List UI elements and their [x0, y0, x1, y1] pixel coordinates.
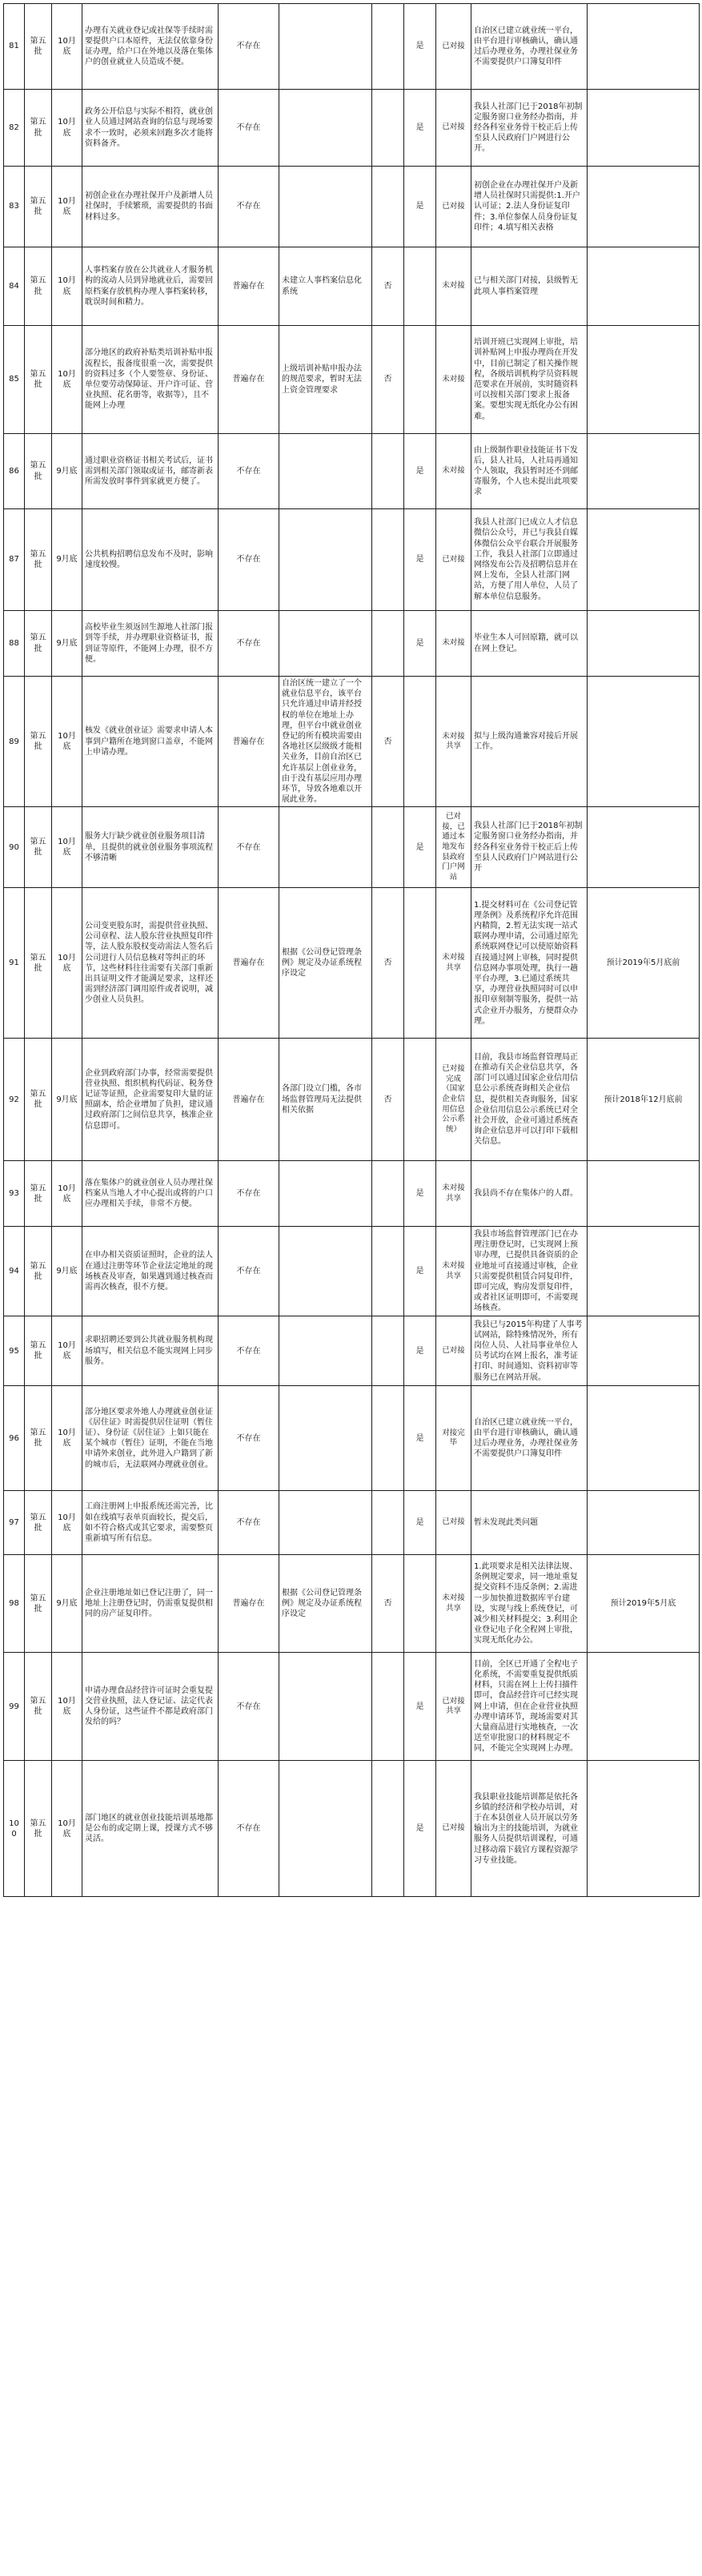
- problem-cell: 初创企业在办理社保开户及新增人员社保时，手续繁琐，需要提供的书面材料过多。: [82, 167, 219, 247]
- prevalence-cell: 不存在: [219, 1161, 279, 1227]
- ministry-cell: 否: [372, 247, 404, 326]
- ministry-cell: [372, 1761, 404, 1897]
- month-cell: 9月底: [52, 434, 82, 509]
- local-cell: 是: [404, 1161, 436, 1227]
- prevalence-cell: 不存在: [219, 1653, 279, 1761]
- local-cell: [404, 888, 436, 1039]
- batch-cell: 第五批: [25, 807, 52, 888]
- prevalence-cell: 不存在: [219, 434, 279, 509]
- ministry-cell: [372, 509, 404, 611]
- ministry-cell: 否: [372, 326, 404, 434]
- batch-cell: 第五批: [25, 677, 52, 807]
- deadline-cell: [588, 677, 700, 807]
- cause-cell: [279, 1491, 372, 1555]
- problem-cell: 在申办相关资质证照时，企业的法人在通过注册等环节企业法定地址的现场核查及审查，如果遇到通过核查而需再次核查，很不方便。: [82, 1227, 219, 1316]
- cause-cell: [279, 1653, 372, 1761]
- problem-cell: 人事档案存放在公共就业人才服务机构的流动人员到异地就业后，需要回原档案存放机构办理人事档案转移，耽误时间和精力。: [82, 247, 219, 326]
- deadline-cell: [588, 1227, 700, 1316]
- row-number-cell: 84: [4, 247, 25, 326]
- table-row: [4, 1761, 700, 1897]
- status-cell: 已对接: [436, 167, 471, 247]
- status-cell: 已对接: [436, 1316, 471, 1386]
- ministry-cell: [372, 1653, 404, 1761]
- status-cell: 已对接: [436, 4, 471, 90]
- status-cell: 已对接，已通过本地发布县政府门户网站: [436, 807, 471, 888]
- problem-cell: 落在集体户的就业创业人员办理社保档案从当地人才中心提出或将的户口应办理相关手续，非常不方便。: [82, 1161, 219, 1227]
- prevalence-cell: 普遍存在: [219, 888, 279, 1039]
- progress-cell: 我县职业技能培训都是依托各乡镇的经济和学校办培训，对于在本县创业人员开展以劳务输出为主的技能培训，为就业服务人员提供培训课程，可通过移动端下载官方课程资源学习专业技能。: [471, 1761, 588, 1897]
- status-cell: 已对接共享: [436, 1653, 471, 1761]
- progress-cell: 暂未发现此类问题: [471, 1491, 588, 1555]
- local-cell: 是: [404, 1653, 436, 1761]
- table-row: [4, 677, 700, 807]
- month-cell: 10月底: [52, 1491, 82, 1555]
- status-cell: 已对接: [436, 1491, 471, 1555]
- local-cell: [404, 326, 436, 434]
- row-number-cell: 94: [4, 1227, 25, 1316]
- local-cell: 是: [404, 1227, 436, 1316]
- status-cell: 未对接共享: [436, 888, 471, 1039]
- batch-cell: 第五批: [25, 1491, 52, 1555]
- row-number-cell: 89: [4, 677, 25, 807]
- status-cell: 未对接共享: [436, 1227, 471, 1316]
- progress-cell: 已与相关部门对接，县级暂无此项人事档案管理: [471, 247, 588, 326]
- table-row: [4, 1039, 700, 1161]
- local-cell: 是: [404, 1316, 436, 1386]
- deadline-cell: [588, 434, 700, 509]
- month-cell: 10月底: [52, 1161, 82, 1227]
- row-number-cell: 85: [4, 326, 25, 434]
- progress-cell: 1.此项要求是相关法律法规、条例规定要求，同一地址重复提交资料不违反条例；2.需进一步加快推进数据库平台建设，实现与线上系统登记，可减少相关材料提交；3.利用企业登记电子化全程网上审批，实现无纸化办公。: [471, 1555, 588, 1653]
- month-cell: 10月底: [52, 1653, 82, 1761]
- local-cell: 是: [404, 1491, 436, 1555]
- month-cell: 10月底: [52, 888, 82, 1039]
- row-number-cell: 83: [4, 167, 25, 247]
- progress-cell: 目前，我县市场监督管理局正在推动有关企业信息共享，各部门可以通过国家企业信用信息公示系统查询相关企业信息，提供相关查询服务，国家企业信用信息公示系统已对全社会开放，企业可通过系统查询企业信息并可以打印下载相关信息。: [471, 1039, 588, 1161]
- prevalence-cell: 不存在: [219, 1227, 279, 1316]
- row-number-cell: 92: [4, 1039, 25, 1161]
- local-cell: [404, 1555, 436, 1653]
- cause-cell: 根据《公司登记管理条例》规定及办证系统程序设定: [279, 888, 372, 1039]
- month-cell: 10月底: [52, 1316, 82, 1386]
- table-row: [4, 1227, 700, 1316]
- progress-cell: 我县市场监督管理部门已在办理注册登记时，已实现网上预审办理，已提供具备资质的企业地址可直接通过审核，企业只需要提供租赁合同复印件，即可完成，购房发票复印件，或者社区证明即可，不需要现场核查。: [471, 1227, 588, 1316]
- local-cell: [404, 677, 436, 807]
- deadline-cell: [588, 4, 700, 90]
- batch-cell: 第五批: [25, 1227, 52, 1316]
- problem-cell: 企业注册地址如已登记注册了，同一地址上注册登记时，仍需重复提供相同的房产证复印件。: [82, 1555, 219, 1653]
- problem-cell: 公共机构招聘信息发布不及时，影响速度较慢。: [82, 509, 219, 611]
- month-cell: 10月底: [52, 326, 82, 434]
- cause-cell: [279, 90, 372, 167]
- progress-cell: 毕业生本人可回原籍，就可以在网上登记。: [471, 611, 588, 677]
- ministry-cell: [372, 1386, 404, 1491]
- batch-cell: 第五批: [25, 434, 52, 509]
- deadline-cell: [588, 509, 700, 611]
- data-table: [3, 3, 700, 1897]
- problem-cell: 高校毕业生须返回生源地人社部门报到等手续，并办理职业资格证书，报到证等原件，不能网上办理，很不方便。: [82, 611, 219, 677]
- status-cell: 对接完毕: [436, 1386, 471, 1491]
- batch-cell: 第五批: [25, 247, 52, 326]
- progress-cell: 由上级制作职业技能证书下发后，县人社局，人社局再通知个人领取，我县暂时还不到邮寄服务，个人也未提出此项要求: [471, 434, 588, 509]
- cause-cell: [279, 1761, 372, 1897]
- batch-cell: 第五批: [25, 1386, 52, 1491]
- prevalence-cell: 不存在: [219, 509, 279, 611]
- progress-cell: 我县人社部门已于2018年初制定服务窗口业务经办指南，并经各科室业务骨干校正后上传至县人民政府门户网进行公开。: [471, 90, 588, 167]
- local-cell: 是: [404, 509, 436, 611]
- row-number-cell: 95: [4, 1316, 25, 1386]
- table-row: [4, 326, 700, 434]
- status-cell: 已对接: [436, 509, 471, 611]
- local-cell: 是: [404, 167, 436, 247]
- deadline-cell: [588, 1386, 700, 1491]
- prevalence-cell: 不存在: [219, 807, 279, 888]
- table-row: [4, 1491, 700, 1555]
- table-row: [4, 1555, 700, 1653]
- cause-cell: [279, 4, 372, 90]
- prevalence-cell: 不存在: [219, 1316, 279, 1386]
- row-number-cell: 90: [4, 807, 25, 888]
- row-number-cell: 97: [4, 1491, 25, 1555]
- problem-cell: 工商注册网上申报系统还需完善，比如在线填写表单页面较长，提交后，如不符合格式或其它要求，需要整页重新填写所有信息。: [82, 1491, 219, 1555]
- deadline-cell: [588, 1653, 700, 1761]
- prevalence-cell: 普遍存在: [219, 677, 279, 807]
- progress-cell: 我县人社部门已于2018年初制定服务窗口业务经办指南，并经各科室业务骨干校正后上传至县人民政府门户网站进行公开: [471, 807, 588, 888]
- local-cell: [404, 247, 436, 326]
- batch-cell: 第五批: [25, 1555, 52, 1653]
- table-row: [4, 1316, 700, 1386]
- ministry-cell: [372, 807, 404, 888]
- cause-cell: 自治区统一建立了一个就业信息平台，该平台只允许通过申请并经授权的单位在地址上办理，但平台中就业创业登记的所有模块需要由各地社区层级级才能相关业务，目前自治区已允许基层上创业业务，由于没有基层应用办理环节，导致各地难以开展此业务。: [279, 677, 372, 807]
- cause-cell: [279, 611, 372, 677]
- cause-cell: 未建立人事档案信息化系统: [279, 247, 372, 326]
- deadline-cell: [588, 167, 700, 247]
- ministry-cell: [372, 1227, 404, 1316]
- prevalence-cell: 不存在: [219, 611, 279, 677]
- problem-cell: 部门地区的就业创业技能培训基地都是公布的或定期上课，授课方式不够灵活。: [82, 1761, 219, 1897]
- local-cell: 是: [404, 807, 436, 888]
- deadline-cell: [588, 90, 700, 167]
- row-number-cell: 88: [4, 611, 25, 677]
- table-row: [4, 807, 700, 888]
- batch-cell: 第五批: [25, 4, 52, 90]
- status-cell: 已对接: [436, 1761, 471, 1897]
- problem-cell: 公司变更股东时，需提供营业执照、公司章程、法人股东营业执照复印件等，法人股东股权变动需法人签名后公司进行人员信息核对等纠正的环节，这些材料往往需要有关部门重新出具证明文件才能满足要求，这样还需到经济部门调用原件或者说明，减少创业人员负担。: [82, 888, 219, 1039]
- progress-cell: 我县尚不存在集体户的人群。: [471, 1161, 588, 1227]
- local-cell: 是: [404, 1761, 436, 1897]
- month-cell: 9月底: [52, 509, 82, 611]
- status-cell: 已对接: [436, 90, 471, 167]
- progress-cell: 我县已与2015年构建了人事考试网站，除特殊情况外，所有岗位人员、人社局事业单位人员考试均在网上报名，准考证打印、时间通知、资料初审等服务已在网站开展。: [471, 1316, 588, 1386]
- local-cell: 是: [404, 611, 436, 677]
- table-row: [4, 1386, 700, 1491]
- progress-cell: 1.提交材料可在《公司登记管理条例》及系统程序允许范围内精简，2.暂无法实现一站式联网办理申请，公司通过原先系统联网登记可以使原始资料直接通过网上审核，同时提供信息网办事项处理，执行一趟平台办理，3.已通过系统共享，办理营业执照同时可以申报印章刻制等服务，提供一站式企业开办服务，方便群众办理。: [471, 888, 588, 1039]
- problem-cell: 部分地区的政府补贴类培训补贴申报流程长，报备度很重一次，需要提供的资料过多（个人要签章、身份证、单位要劳动保障证、开户许可证、营业执照、花名册等，收据等），且不能网上办理: [82, 326, 219, 434]
- table-row: [4, 90, 700, 167]
- ministry-cell: 否: [372, 1555, 404, 1653]
- month-cell: 9月底: [52, 1227, 82, 1316]
- local-cell: [404, 1039, 436, 1161]
- prevalence-cell: 普遍存在: [219, 1555, 279, 1653]
- batch-cell: 第五批: [25, 90, 52, 167]
- problem-cell: 企业到政府部门办事，经常需要提供营业执照、组织机构代码证、税务登记证等证照，企业需要复印大量的证照副本，给企业增加了负担，建议通过政府部门之间信息共享，核准企业信息即可。: [82, 1039, 219, 1161]
- ministry-cell: [372, 1491, 404, 1555]
- row-number-cell: 98: [4, 1555, 25, 1653]
- status-cell: 未对接: [436, 247, 471, 326]
- prevalence-cell: 不存在: [219, 167, 279, 247]
- row-number-cell: 91: [4, 888, 25, 1039]
- batch-cell: 第五批: [25, 1039, 52, 1161]
- local-cell: 是: [404, 90, 436, 167]
- row-number-cell: 82: [4, 90, 25, 167]
- batch-cell: 第五批: [25, 888, 52, 1039]
- table-row: [4, 4, 700, 90]
- progress-cell: 我县人社部门已成立人才信息微信公众号，并已与我县自媒体微信公众平台联合开展服务工作，我县人社部门立即通过网络发布公告及招聘信息并在网上发布，全县人社部门网站，方便了用人单位，人员了解本单位信息服务。: [471, 509, 588, 611]
- table-row: [4, 247, 700, 326]
- prevalence-cell: 不存在: [219, 1491, 279, 1555]
- problem-cell: 核发《就业创业证》需要求申请人本事到户籍所在地到窗口盖章，不能网上申请办理。: [82, 677, 219, 807]
- prevalence-cell: 不存在: [219, 1386, 279, 1491]
- table-row: [4, 611, 700, 677]
- month-cell: 10月底: [52, 677, 82, 807]
- row-number-cell: 96: [4, 1386, 25, 1491]
- deadline-cell: 预计2019年5月底前: [588, 888, 700, 1039]
- ministry-cell: [372, 434, 404, 509]
- status-cell: 未对接: [436, 611, 471, 677]
- row-number-cell: 100: [4, 1761, 25, 1897]
- cause-cell: [279, 509, 372, 611]
- prevalence-cell: 不存在: [219, 4, 279, 90]
- progress-cell: 拟与上级沟通兼容对接后开展工作。: [471, 677, 588, 807]
- problem-cell: 服务大厅缺少就业创业服务项目清单，且提供的就业创业服务事项流程不够清晰: [82, 807, 219, 888]
- deadline-cell: [588, 611, 700, 677]
- row-number-cell: 86: [4, 434, 25, 509]
- ministry-cell: [372, 611, 404, 677]
- table-row: [4, 167, 700, 247]
- prevalence-cell: 普遍存在: [219, 326, 279, 434]
- table-row: [4, 1161, 700, 1227]
- table-row: [4, 1653, 700, 1761]
- problem-cell: 部分地区要求外地人办理就业创业证《居住证》时需提供居住证明（暂住证）、身份证《居住证》上如只能在某个城市（暂住）证明，不能在当地申请外来创业，此外进入户籍到了新的城市后，无法联网办理就业创业。: [82, 1386, 219, 1491]
- cause-cell: [279, 1161, 372, 1227]
- cause-cell: [279, 807, 372, 888]
- status-cell: 未对接: [436, 326, 471, 434]
- batch-cell: 第五批: [25, 167, 52, 247]
- local-cell: 是: [404, 434, 436, 509]
- row-number-cell: 81: [4, 4, 25, 90]
- ministry-cell: 否: [372, 888, 404, 1039]
- status-cell: 未对接共享: [436, 1161, 471, 1227]
- batch-cell: 第五批: [25, 1316, 52, 1386]
- deadline-cell: [588, 807, 700, 888]
- batch-cell: 第五批: [25, 1653, 52, 1761]
- month-cell: 10月底: [52, 4, 82, 90]
- batch-cell: 第五批: [25, 326, 52, 434]
- problem-cell: 通过职业资格证书相关考试后，证书需到相关部门领取或证书，邮寄新表所需发放时事件到家就更方便了。: [82, 434, 219, 509]
- status-cell: 未对接共享: [436, 1555, 471, 1653]
- local-cell: 是: [404, 1386, 436, 1491]
- cause-cell: 上级培训补贴申报办法的规范要求，暂时无法上资金管理要求: [279, 326, 372, 434]
- row-number-cell: 93: [4, 1161, 25, 1227]
- batch-cell: 第五批: [25, 1161, 52, 1227]
- deadline-cell: [588, 1161, 700, 1227]
- cause-cell: 根据《公司登记管理条例》规定及办证系统程序设定: [279, 1555, 372, 1653]
- ministry-cell: [372, 90, 404, 167]
- month-cell: 10月底: [52, 247, 82, 326]
- deadline-cell: [588, 1316, 700, 1386]
- problem-cell: 求职招聘还要到公共就业服务机构现场填写，相关信息不能实现网上同步服务。: [82, 1316, 219, 1386]
- batch-cell: 第五批: [25, 1761, 52, 1897]
- deadline-cell: 预计2018年12月底前: [588, 1039, 700, 1161]
- month-cell: 9月底: [52, 1039, 82, 1161]
- month-cell: 10月底: [52, 807, 82, 888]
- row-number-cell: 87: [4, 509, 25, 611]
- prevalence-cell: 普遍存在: [219, 1039, 279, 1161]
- progress-cell: 目前，全区已开通了全程电子化系统，不需要重复提供纸质材料，只需在网上上传扫描件即可，食品经营许可已经实现网上申请，但在企业营业执照办理申请环节，现场需要对其大量商品进行实地核查，一次送至审批窗口的材料规定不同，不能完全实现网上办理。: [471, 1653, 588, 1761]
- month-cell: 9月底: [52, 611, 82, 677]
- table-row: [4, 434, 700, 509]
- prevalence-cell: 不存在: [219, 1761, 279, 1897]
- status-cell: 未对接共享: [436, 677, 471, 807]
- deadline-cell: [588, 1491, 700, 1555]
- ministry-cell: [372, 1161, 404, 1227]
- month-cell: 10月底: [52, 167, 82, 247]
- month-cell: 10月底: [52, 1761, 82, 1897]
- batch-cell: 第五批: [25, 509, 52, 611]
- problem-cell: 办理有关就业登记或社保等手续时需要提供户口本原件，无法仅依靠身份证办理，给户口在外地以及落在集体户的创业就业人员造成不便。: [82, 4, 219, 90]
- status-cell: 已对接完成（国家企业信用信息公示系统）: [436, 1039, 471, 1161]
- month-cell: 10月底: [52, 90, 82, 167]
- deadline-cell: 预计2019年5月底: [588, 1555, 700, 1653]
- row-number-cell: 99: [4, 1653, 25, 1761]
- progress-cell: 初创企业在办理社保开户及新增人员社保时只需提供:1.开户认可证；2.法人身份证复印件；3.单位参保人员身份证复印件；4.填写相关表格: [471, 167, 588, 247]
- status-cell: 未对接: [436, 434, 471, 509]
- cause-cell: [279, 1227, 372, 1316]
- cause-cell: [279, 434, 372, 509]
- cause-cell: [279, 167, 372, 247]
- deadline-cell: [588, 247, 700, 326]
- month-cell: 9月底: [52, 1555, 82, 1653]
- problem-cell: 政务公开信息与实际不相符，就业创业人员通过网站查询的信息与现场要求不一致时，必须来回跑多次才能将资料备齐。: [82, 90, 219, 167]
- ministry-cell: 否: [372, 1039, 404, 1161]
- cause-cell: 各部门设立门槛，各市场监督管理局无法提供相关依据: [279, 1039, 372, 1161]
- deadline-cell: [588, 1761, 700, 1897]
- cause-cell: [279, 1316, 372, 1386]
- ministry-cell: [372, 1316, 404, 1386]
- ministry-cell: [372, 4, 404, 90]
- ministry-cell: 否: [372, 677, 404, 807]
- progress-cell: 自治区已建立就业统一平台，由平台进行审核确认，确认通过后办理业务，办理社保业务不需要提供户口簿复印件: [471, 1386, 588, 1491]
- prevalence-cell: 普遍存在: [219, 247, 279, 326]
- local-cell: 是: [404, 4, 436, 90]
- batch-cell: 第五批: [25, 611, 52, 677]
- prevalence-cell: 不存在: [219, 90, 279, 167]
- deadline-cell: [588, 326, 700, 434]
- month-cell: 10月底: [52, 1386, 82, 1491]
- table-row: [4, 888, 700, 1039]
- progress-cell: 培训开班已实现网上审批，培训补贴网上申报办理尚在开发中，目前已制定了相关操作规程，各级培训机构学员资料规范要求在开展前，实时随资料可以按相关部门要求上报备案。要想实现无纸化办公有困难。: [471, 326, 588, 434]
- progress-cell: 自治区已建立就业统一平台，由平台进行审核确认，确认通过后办理业务，办理社保业务不需要提供户口簿复印件: [471, 4, 588, 90]
- ministry-cell: [372, 167, 404, 247]
- table-row: [4, 509, 700, 611]
- cause-cell: [279, 1386, 372, 1491]
- problem-cell: 申请办理食品经营许可证时会重复提交营业执照，法人登记证、法定代表人身份证，这些证件不都是政府部门发给的吗？: [82, 1653, 219, 1761]
